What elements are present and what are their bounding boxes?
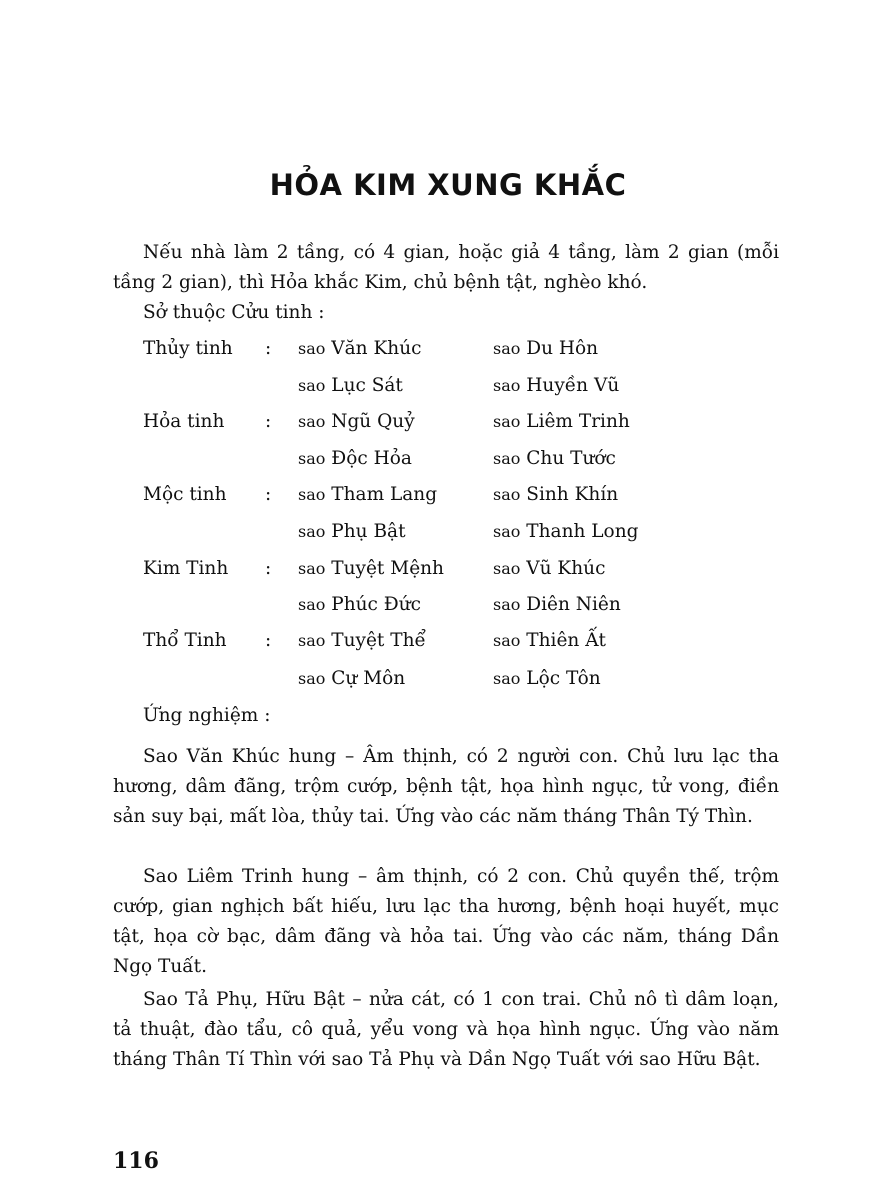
star-name-col1: sao Cự Môn (298, 668, 406, 689)
star-name-col2: sao Chu Tước (493, 448, 616, 469)
star-name-col2: sao Huyền Vũ (493, 375, 620, 396)
body-paragraph: Sao Văn Khúc hung – Âm thịnh, có 2 người con. Chủ lưu lạc tha hương, dâm đãng, trộm cướp, bệnh tật, họa hình ngục, tử vong, điền sản suy bại, mất lòa, thủy tai. Ứng vào các năm tháng Thân Tý Thìn. (113, 746, 779, 827)
star-name-col1: sao Độc Hỏa (298, 448, 412, 469)
star-group-label: Hỏa tinh (143, 411, 225, 432)
star-name-col1: sao Phúc Đức (298, 594, 422, 615)
colon: : (265, 484, 272, 505)
page-title: HỎA KIM XUNG KHẮC (269, 168, 627, 202)
ung-nghiem-label: Ứng nghiệm : (143, 705, 271, 726)
star-name-col1: sao Tham Lang (298, 484, 438, 505)
star-group-label: Mộc tinh (143, 484, 227, 505)
star-name-col2: sao Vũ Khúc (493, 558, 606, 579)
star-name-col2: sao Thiên Ất (493, 630, 606, 651)
colon: : (265, 338, 272, 359)
star-name-col1: sao Phụ Bật (298, 521, 406, 542)
star-name-col1: sao Tuyệt Thể (298, 630, 426, 651)
star-name-col2: sao Lộc Tôn (493, 668, 601, 689)
body-paragraph: Sao Tả Phụ, Hữu Bật – nửa cát, có 1 con trai. Chủ nô tì dâm loạn, tả thuật, đào tẩu, cô quả, yểu vong và họa hình ngục. Ứng vào năm tháng Thân Tí Thìn với sao Tả Phụ và Dần Ngọ Tuất với sao Hữu Bật. (113, 989, 779, 1070)
colon: : (265, 630, 272, 651)
star-name-col2: sao Thanh Long (493, 521, 639, 542)
star-name-col1: sao Ngũ Quỷ (298, 411, 415, 432)
star-name-col1: sao Văn Khúc (298, 338, 422, 359)
star-name-col2: sao Du Hôn (493, 338, 599, 359)
star-name-col1: sao Lục Sát (298, 375, 403, 396)
intro-paragraph: Nếu nhà làm 2 tầng, có 4 gian, hoặc giả 4 tầng, làm 2 gian (mỗi tầng 2 gian), thì Hỏa khắc Kim, chủ bệnh tật, nghèo khó. (113, 242, 779, 293)
star-group-label: Thủy tinh (143, 338, 233, 359)
star-name-col2: sao Liêm Trinh (493, 411, 630, 432)
star-name-col2: sao Sinh Khín (493, 484, 619, 505)
page-number: 116 (113, 1148, 159, 1174)
body-paragraph: Sao Liêm Trinh hung – âm thịnh, có 2 con. Chủ quyền thế, trộm cướp, gian nghịch bất hiếu, lưu lạc tha hương, bệnh hoại huyết, mục tật, họa cờ bạc, dâm đãng và hỏa tai. Ứng vào các năm, tháng Dần Ngọ Tuất. (113, 866, 779, 977)
colon: : (265, 411, 272, 432)
star-name-col1: sao Tuyệt Mệnh (298, 558, 444, 579)
star-group-label: Kim Tinh (143, 558, 229, 579)
star-group-label: Thổ Tinh (143, 630, 227, 651)
star-name-col2: sao Diên Niên (493, 594, 621, 615)
cuu-tinh-label: Sở thuộc Cửu tinh : (143, 302, 325, 323)
colon: : (265, 558, 272, 579)
